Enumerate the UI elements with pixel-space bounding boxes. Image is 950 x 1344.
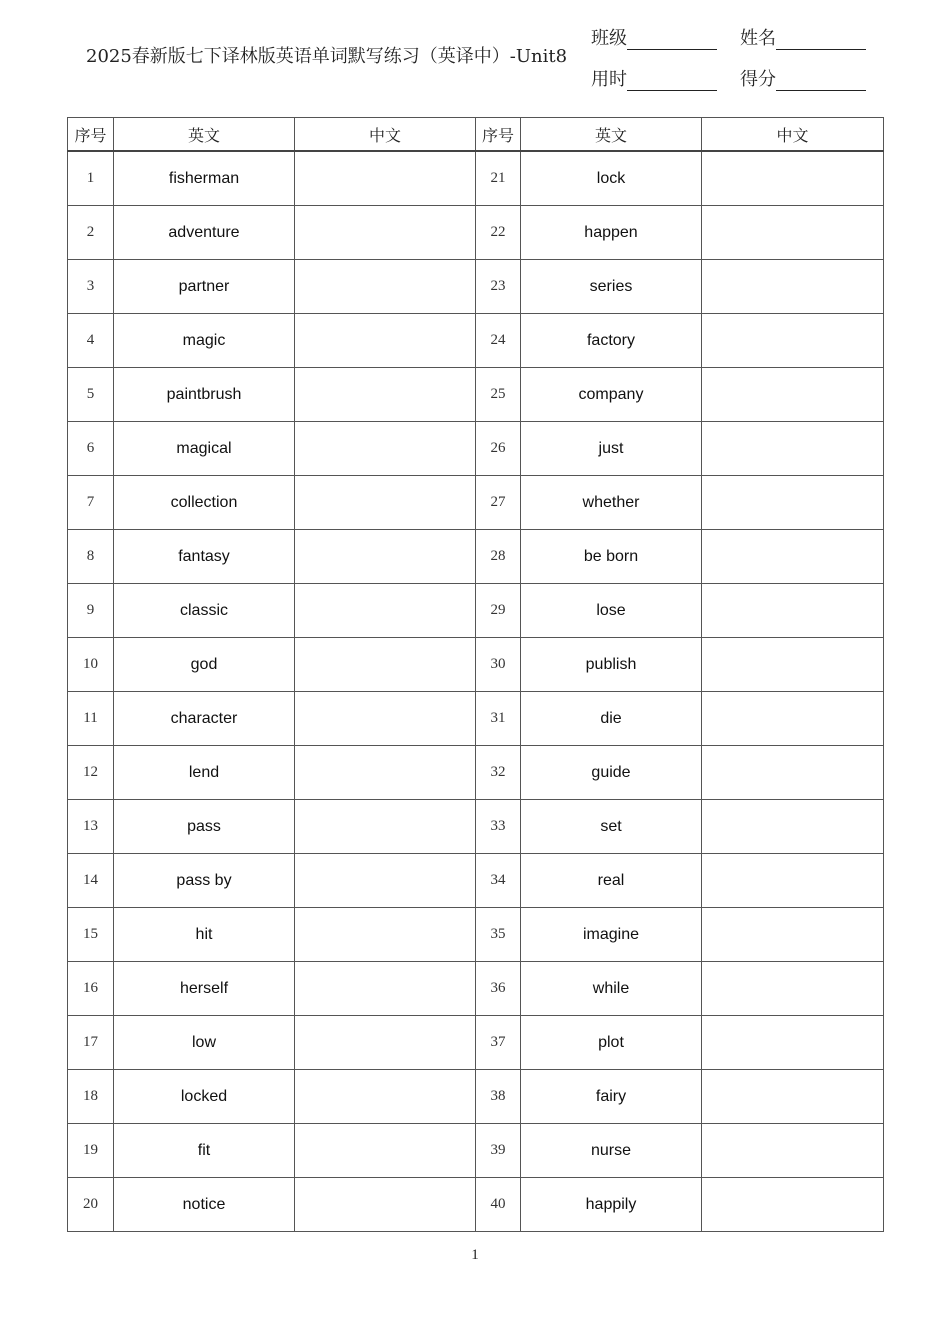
chinese-answer-cell[interactable] bbox=[295, 854, 476, 908]
english-word: pass by bbox=[114, 854, 295, 908]
row-number: 15 bbox=[68, 908, 114, 962]
english-word: factory bbox=[521, 314, 702, 368]
english-word: magical bbox=[114, 422, 295, 476]
name-label: 姓名 bbox=[740, 28, 776, 49]
row-number: 17 bbox=[68, 1016, 114, 1070]
chinese-answer-cell[interactable] bbox=[295, 962, 476, 1016]
row-number: 30 bbox=[476, 638, 521, 692]
english-word: locked bbox=[114, 1070, 295, 1124]
english-word: happen bbox=[521, 206, 702, 260]
row-number: 36 bbox=[476, 962, 521, 1016]
page-number: 1 bbox=[471, 1247, 479, 1263]
row-number: 26 bbox=[476, 422, 521, 476]
english-word: collection bbox=[114, 476, 295, 530]
chinese-answer-cell[interactable] bbox=[702, 854, 884, 908]
chinese-answer-cell[interactable] bbox=[702, 1124, 884, 1178]
english-word: series bbox=[521, 260, 702, 314]
table-row bbox=[68, 1016, 884, 1070]
chinese-answer-cell[interactable] bbox=[295, 1178, 476, 1232]
row-number: 40 bbox=[476, 1178, 521, 1232]
chinese-answer-cell[interactable] bbox=[295, 260, 476, 314]
english-word: partner bbox=[114, 260, 295, 314]
row-number: 28 bbox=[476, 530, 521, 584]
row-number: 14 bbox=[68, 854, 114, 908]
english-word: while bbox=[521, 962, 702, 1016]
column-header-english: 英文 bbox=[521, 118, 702, 152]
time-blank[interactable] bbox=[627, 72, 717, 91]
row-number: 34 bbox=[476, 854, 521, 908]
score-label: 得分 bbox=[740, 69, 776, 90]
table-row bbox=[68, 368, 884, 422]
row-number: 23 bbox=[476, 260, 521, 314]
english-word: pass bbox=[114, 800, 295, 854]
english-word: whether bbox=[521, 476, 702, 530]
table-row bbox=[68, 1178, 884, 1232]
table-row bbox=[68, 530, 884, 584]
table-row bbox=[68, 476, 884, 530]
table-row bbox=[68, 1124, 884, 1178]
table-row bbox=[68, 962, 884, 1016]
row-number: 35 bbox=[476, 908, 521, 962]
row-number: 8 bbox=[68, 530, 114, 584]
column-header-chinese: 中文 bbox=[295, 118, 476, 152]
row-number: 2 bbox=[68, 206, 114, 260]
name-field bbox=[740, 24, 866, 50]
chinese-answer-cell[interactable] bbox=[702, 260, 884, 314]
row-number: 37 bbox=[476, 1016, 521, 1070]
english-word: fairy bbox=[521, 1070, 702, 1124]
english-word: publish bbox=[521, 638, 702, 692]
english-word: happily bbox=[521, 1178, 702, 1232]
row-number: 9 bbox=[68, 584, 114, 638]
english-word: die bbox=[521, 692, 702, 746]
row-number: 25 bbox=[476, 368, 521, 422]
english-word: herself bbox=[114, 962, 295, 1016]
row-number: 13 bbox=[68, 800, 114, 854]
class-label: 班级 bbox=[591, 28, 627, 49]
english-word: fantasy bbox=[114, 530, 295, 584]
chinese-answer-cell[interactable] bbox=[295, 530, 476, 584]
table-row bbox=[68, 1070, 884, 1124]
row-number: 38 bbox=[476, 1070, 521, 1124]
row-number: 12 bbox=[68, 746, 114, 800]
chinese-answer-cell[interactable] bbox=[702, 476, 884, 530]
english-word: notice bbox=[114, 1178, 295, 1232]
english-word: magic bbox=[114, 314, 295, 368]
table-row bbox=[68, 260, 884, 314]
english-word: god bbox=[114, 638, 295, 692]
english-word: set bbox=[521, 800, 702, 854]
english-word: lose bbox=[521, 584, 702, 638]
table-row bbox=[68, 314, 884, 368]
chinese-answer-cell[interactable] bbox=[295, 584, 476, 638]
english-word: fisherman bbox=[114, 151, 295, 206]
class-blank[interactable] bbox=[627, 31, 717, 50]
chinese-answer-cell[interactable] bbox=[295, 1124, 476, 1178]
chinese-answer-cell[interactable] bbox=[702, 1070, 884, 1124]
chinese-answer-cell[interactable] bbox=[295, 206, 476, 260]
class-field bbox=[591, 24, 717, 50]
row-number: 31 bbox=[476, 692, 521, 746]
chinese-answer-cell[interactable] bbox=[295, 908, 476, 962]
row-number: 18 bbox=[68, 1070, 114, 1124]
table-header-row bbox=[68, 118, 884, 152]
chinese-answer-cell[interactable] bbox=[702, 692, 884, 746]
row-number: 5 bbox=[68, 368, 114, 422]
row-number: 29 bbox=[476, 584, 521, 638]
table-row bbox=[68, 692, 884, 746]
row-number: 6 bbox=[68, 422, 114, 476]
chinese-answer-cell[interactable] bbox=[295, 422, 476, 476]
english-word: paintbrush bbox=[114, 368, 295, 422]
chinese-answer-cell[interactable] bbox=[295, 476, 476, 530]
row-number: 3 bbox=[68, 260, 114, 314]
vocabulary-table bbox=[67, 117, 884, 1232]
chinese-answer-cell[interactable] bbox=[702, 151, 884, 206]
chinese-answer-cell[interactable] bbox=[702, 962, 884, 1016]
row-number: 33 bbox=[476, 800, 521, 854]
english-word: just bbox=[521, 422, 702, 476]
chinese-answer-cell[interactable] bbox=[295, 638, 476, 692]
chinese-answer-cell[interactable] bbox=[295, 746, 476, 800]
english-word: classic bbox=[114, 584, 295, 638]
chinese-answer-cell[interactable] bbox=[702, 746, 884, 800]
row-number: 21 bbox=[476, 151, 521, 206]
english-word: guide bbox=[521, 746, 702, 800]
english-word: real bbox=[521, 854, 702, 908]
chinese-answer-cell[interactable] bbox=[295, 800, 476, 854]
english-word: imagine bbox=[521, 908, 702, 962]
chinese-answer-cell[interactable] bbox=[702, 584, 884, 638]
english-word: company bbox=[521, 368, 702, 422]
row-number: 7 bbox=[68, 476, 114, 530]
row-number: 1 bbox=[68, 151, 114, 206]
english-word: be born bbox=[521, 530, 702, 584]
column-header-number: 序号 bbox=[476, 118, 521, 152]
chinese-answer-cell[interactable] bbox=[702, 1178, 884, 1232]
row-number: 24 bbox=[476, 314, 521, 368]
chinese-answer-cell[interactable] bbox=[702, 206, 884, 260]
row-number: 19 bbox=[68, 1124, 114, 1178]
chinese-answer-cell[interactable] bbox=[702, 314, 884, 368]
row-number: 27 bbox=[476, 476, 521, 530]
column-header-english: 英文 bbox=[114, 118, 295, 152]
time-field bbox=[591, 65, 717, 91]
table-row bbox=[68, 908, 884, 962]
table-row bbox=[68, 206, 884, 260]
table-row bbox=[68, 638, 884, 692]
chinese-answer-cell[interactable] bbox=[702, 368, 884, 422]
table-row bbox=[68, 151, 884, 206]
chinese-answer-cell[interactable] bbox=[702, 1016, 884, 1070]
name-blank[interactable] bbox=[776, 31, 866, 50]
chinese-answer-cell[interactable] bbox=[295, 1070, 476, 1124]
chinese-answer-cell[interactable] bbox=[295, 692, 476, 746]
chinese-answer-cell[interactable] bbox=[702, 908, 884, 962]
row-number: 10 bbox=[68, 638, 114, 692]
chinese-answer-cell[interactable] bbox=[295, 368, 476, 422]
english-word: lend bbox=[114, 746, 295, 800]
chinese-answer-cell[interactable] bbox=[702, 800, 884, 854]
row-number: 32 bbox=[476, 746, 521, 800]
english-word: character bbox=[114, 692, 295, 746]
column-header-number: 序号 bbox=[68, 118, 114, 152]
table-row bbox=[68, 800, 884, 854]
page-title: 2025春新版七下译林版英语单词默写练习（英译中）-Unit8 bbox=[86, 46, 568, 67]
english-word: nurse bbox=[521, 1124, 702, 1178]
chinese-answer-cell[interactable] bbox=[702, 638, 884, 692]
score-field bbox=[740, 65, 866, 91]
english-word: hit bbox=[114, 908, 295, 962]
row-number: 39 bbox=[476, 1124, 521, 1178]
table-row bbox=[68, 422, 884, 476]
row-number: 16 bbox=[68, 962, 114, 1016]
table-row bbox=[68, 584, 884, 638]
chinese-answer-cell[interactable] bbox=[702, 530, 884, 584]
english-word: plot bbox=[521, 1016, 702, 1070]
english-word: fit bbox=[114, 1124, 295, 1178]
chinese-answer-cell[interactable] bbox=[295, 1016, 476, 1070]
row-number: 20 bbox=[68, 1178, 114, 1232]
score-blank[interactable] bbox=[776, 72, 866, 91]
english-word: low bbox=[114, 1016, 295, 1070]
chinese-answer-cell[interactable] bbox=[295, 151, 476, 206]
table-row bbox=[68, 854, 884, 908]
chinese-answer-cell[interactable] bbox=[702, 422, 884, 476]
english-word: lock bbox=[521, 151, 702, 206]
column-header-chinese: 中文 bbox=[702, 118, 884, 152]
row-number: 4 bbox=[68, 314, 114, 368]
chinese-answer-cell[interactable] bbox=[295, 314, 476, 368]
table-row bbox=[68, 746, 884, 800]
row-number: 11 bbox=[68, 692, 114, 746]
english-word: adventure bbox=[114, 206, 295, 260]
time-label: 用时 bbox=[591, 69, 627, 90]
row-number: 22 bbox=[476, 206, 521, 260]
